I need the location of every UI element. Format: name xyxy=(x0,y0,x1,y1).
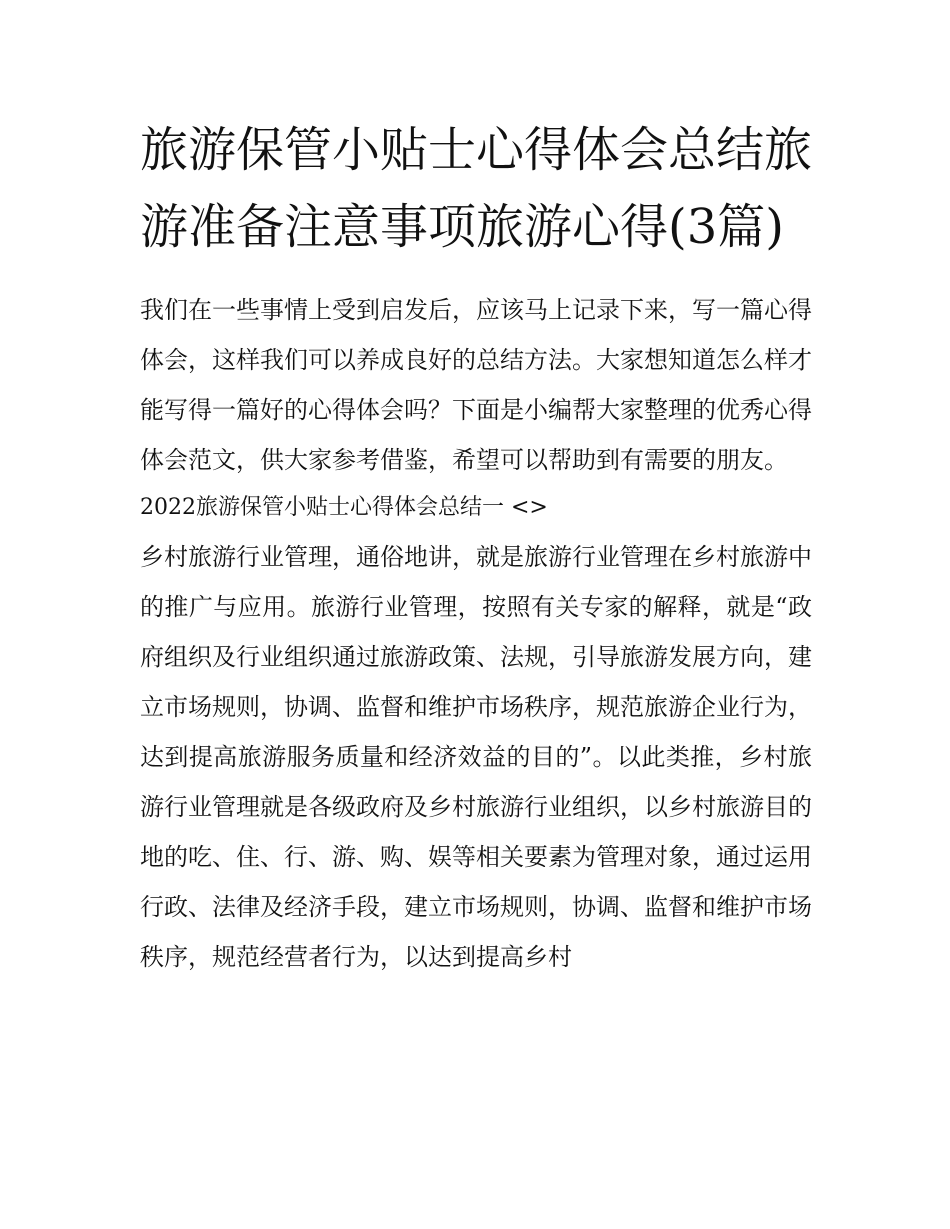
document-title: 旅游保管小贴士心得体会总结旅游准备注意事项旅游心得(3篇) xyxy=(140,122,813,255)
body-paragraph: 乡村旅游行业管理，通俗地讲，就是旅游行业管理在乡村旅游中的推广与应用。旅游行业管理，按照有关专家的解释，就是“政府组织及行业组织通过旅游政策、法规，引导旅游发展方向，建立市场规则，协调、监督和维护市场秩序，规范旅游企业行为，达到提高旅游服务质量和经济效益的目的”。以此类推，乡村旅游行业管理就是各级政府及乡村旅游行业组织，以乡村旅游目的地的吃、住、行、游、购、娱等相关要素为管理对象，通过运用行政、法律及经济手段，建立市场规则，协调、监督和维护市场秩序，规范经营者行为，以达到提高乡村 xyxy=(140,543,812,971)
document-page xyxy=(140,112,812,982)
intro-paragraph: 我们在一些事情上受到启发后，应该马上记录下来，写一篇心得体会，这样我们可以养成良好的总结方法。大家想知道怎么样才能写得一篇好的心得体会吗？下面是小编帮大家整理的优秀心得体会范文，供大家参考借鉴，希望可以帮助到有需要的朋友。 xyxy=(140,296,812,474)
section-heading: 2022旅游保管小贴士心得体会总结一 <> xyxy=(140,495,548,520)
